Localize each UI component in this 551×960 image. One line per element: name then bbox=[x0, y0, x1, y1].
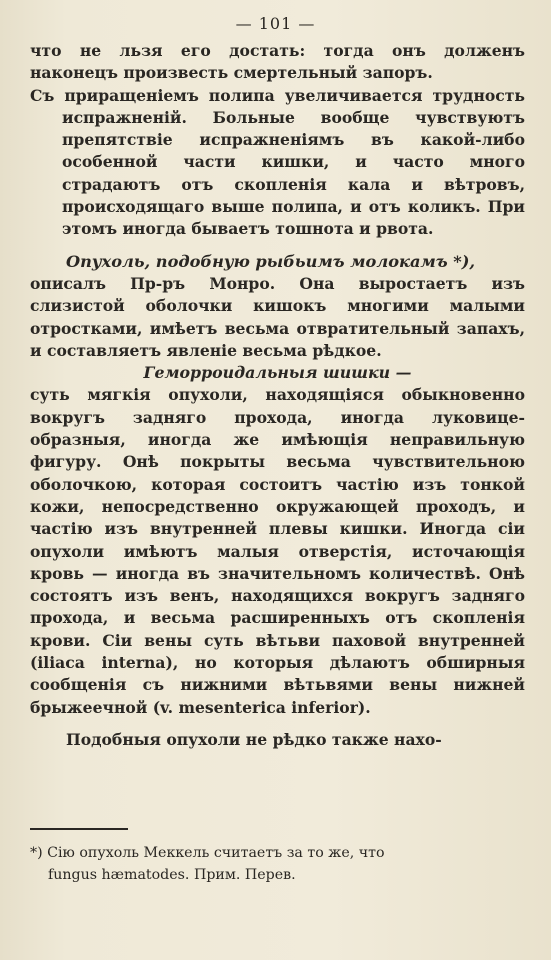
paragraph-final: Подобныя опухоли не рѣдко также нахо- bbox=[66, 729, 442, 749]
paragraph-continuation: что не льзя его достать: тогда онъ долженъ наконецъ произвесть смертельный запоръ. bbox=[30, 41, 525, 83]
paragraph-polyp-symptoms: Съ приращеніемъ полипа увеличивается трудность испражненій. Больные вообще чувствуютъ препятствіе испражненіямъ въ какой-либо особенной части кишки, и часто много страдаютъ отъ скопленія кала и вѣтровъ, происходящаго выше полипа, и отъ коликъ. При этомъ иногда бываетъ тошнота и рвота. bbox=[30, 85, 525, 239]
page-number: — 101 — bbox=[235, 14, 316, 33]
footnote-divider bbox=[30, 828, 128, 830]
paragraph-hemorrhoids: суть мягкія опухоли, находящіяся обыкновенно вокругъ задняго прохода, иногда луковице-образныя, иногда же имѣющія неправильную фигуру. Онѣ покрыты весьма чувствительною оболочкою, которая состоитъ частію изъ тонкой кожи, непосредственно окружающей проходъ, и частію изъ внутренней плевы кишки. Иногда сіи опухоли имѣютъ малыя отверстія, источающія кровь — иногда въ значительномъ количествѣ. Онѣ состоятъ изъ венъ, находящихся вокругъ задняго прохода, и весьма расширенныхъ отъ скопленія крови. Сіи вены суть вѣтьви паховой внутренней (iliaca interna), но которыя дѣлаютъ обширныя сообщенія съ нижними вѣтьвями вены нижней брыжеечной (v. mesenterica inferior). bbox=[30, 385, 525, 717]
body-text bbox=[30, 40, 525, 751]
footnote-line-2: fungus hæmatodes. Прим. Перев. bbox=[48, 867, 296, 883]
footnote-line-1: *) Сію опухоль Меккель считаетъ за то же, что bbox=[30, 845, 385, 861]
section-heading-hemorrhoids: Геморроидальныя шишки — bbox=[143, 363, 412, 383]
paragraph-monro: описалъ Пр-ръ Монро. Она выростаетъ изъ слизистой оболочки кишокъ многими малыми отростками, имѣетъ весьма отвратительный запахъ, и составляетъ явленіе весьма рѣдкое. bbox=[30, 273, 525, 360]
section-heading-tumor: Опухоль, подобную рыбьимъ молокамъ *), bbox=[66, 251, 475, 271]
footnote bbox=[30, 842, 525, 886]
